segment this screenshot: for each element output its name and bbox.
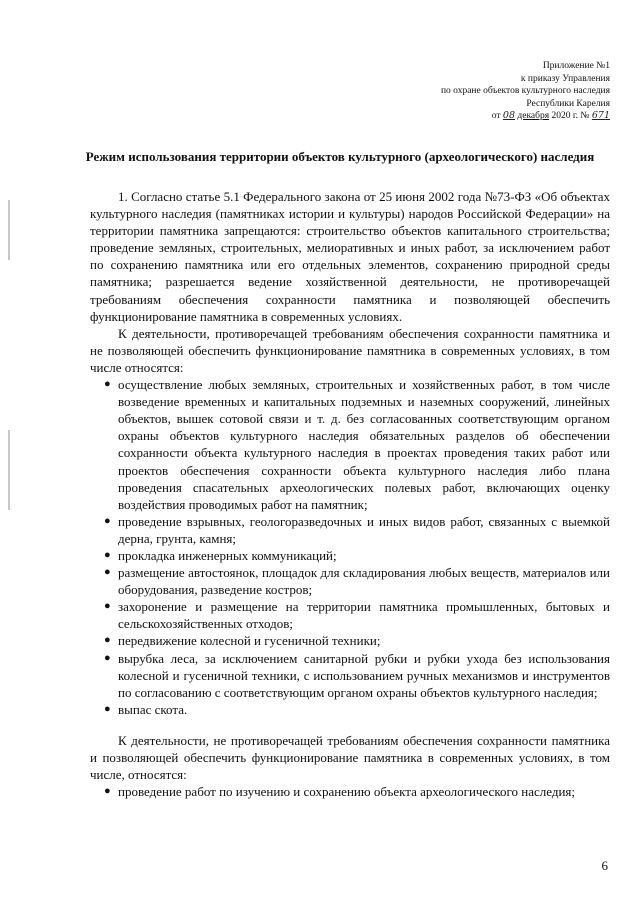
document-title: Режим использования территории объектов культурного (археологического) наследия [85,149,595,164]
prohibited-activities-list [90,376,610,718]
paragraph-2: К деятельности, противоречащей требованиям обеспечения сохранности памятника и не позволяющей обеспечить функционирование памятника в современных условиях, в том числе относятся: [90,325,610,375]
page-number: 6 [601,858,608,873]
order-number-handwritten: 671 [591,110,610,121]
date-month: декабря [517,111,550,121]
list-item: ● прокладка инженерных коммуникаций; [104,547,337,563]
list-item: ● проведение работ по изучению и сохранению объекта археологического наследия; [104,784,575,800]
bullet-icon: ● [104,514,111,527]
appendix-line-3: по охране объектов культурного наследия [440,86,610,96]
bullet-icon: ● [104,634,111,647]
bullet-icon: ● [104,378,111,391]
list-item: ● передвижение колесной и гусеничной техники; [104,633,381,649]
paragraph-1: 1. Согласно статье 5.1 Федерального закона от 25 июня 2002 года №73-ФЗ «Об объектах культурного наследия (памятниках истории и культуры) народов Российской Федерации» на территории памятника запрещаются: строительство объектов капитального строительства; проведение земляных, строительных, мелиоративных и иных работ, за исключением работ по сохранению памятника или его отдельных элементов, сохранению природной среды памятника; разрешается ведение хозяйственной деятельности, не противоречащей требованиям обеспечения сохранности памятника и позволяющей обеспечить функционирование памятника в современных условиях. [90,189,610,324]
list-item: ● осуществление любых земляных, строительных и хозяйственных работ, в том числе возведение временных и капитальных подземных и наземных сооружений, линейных объектов, вышек сотовой связи и т. д. без согласованных соответствующим органом охраны объектов культурного наследия обязательных разделов об обеспечении сохранности объекта культурного наследия в проектах проведения таких работ или проектов обеспечения сохранности объекта культурного наследия либо плана проведения спасательных археологических полевых работ, включающих оценку воздействия проводимых работ на памятник; [104,377,610,512]
bullet-icon: ● [104,785,111,798]
paragraph-3: К деятельности, не противоречащей требованиям обеспечения сохранности памятника и позволяющей обеспечить функционирование памятника в современных условиях, в том числе, относятся: [90,732,610,783]
bullet-icon: ● [104,566,111,579]
list-item: ● размещение автостоянок, площадок для складирования любых веществ, материалов или оборудования, разведение костров; [104,565,610,598]
date-prefix: от [491,111,501,121]
date-day-handwritten: 08 [502,110,516,121]
list-item: ● вырубка леса, за исключением санитарной рубки и рубки ухода без использования колесной и гусеничной техники, с использованием ручных механизмов и инструментов по согласованию с соответствующим органом охраны объектов культурного наследия; [104,650,610,700]
bullet-icon: ● [104,702,111,715]
permitted-activities-list [90,783,610,800]
list-item: ● выпас скота. [104,701,188,717]
date-year: 2020 г. № [551,111,590,121]
appendix-header [370,60,610,123]
bullet-icon: ● [104,651,111,664]
list-item: ● захоронение и размещение на территории памятника промышленных, бытовых и сельскохозяйственных отходов; [104,599,610,632]
scan-margin-mark [8,200,10,260]
list-item: ● проведение взрывных, геологоразведочных и иных видов работ, связанных с выемкой дерна, грунта, камня; [104,513,610,546]
bullet-icon: ● [104,548,111,561]
document-body [90,188,610,800]
appendix-line-1: Приложение №1 [542,61,610,71]
appendix-date-line [370,110,610,123]
appendix-line-4: Республики Карелия [526,98,610,109]
bullet-icon: ● [104,600,111,613]
appendix-line-2: к приказу Управления [520,73,610,84]
scan-margin-mark [8,430,10,510]
